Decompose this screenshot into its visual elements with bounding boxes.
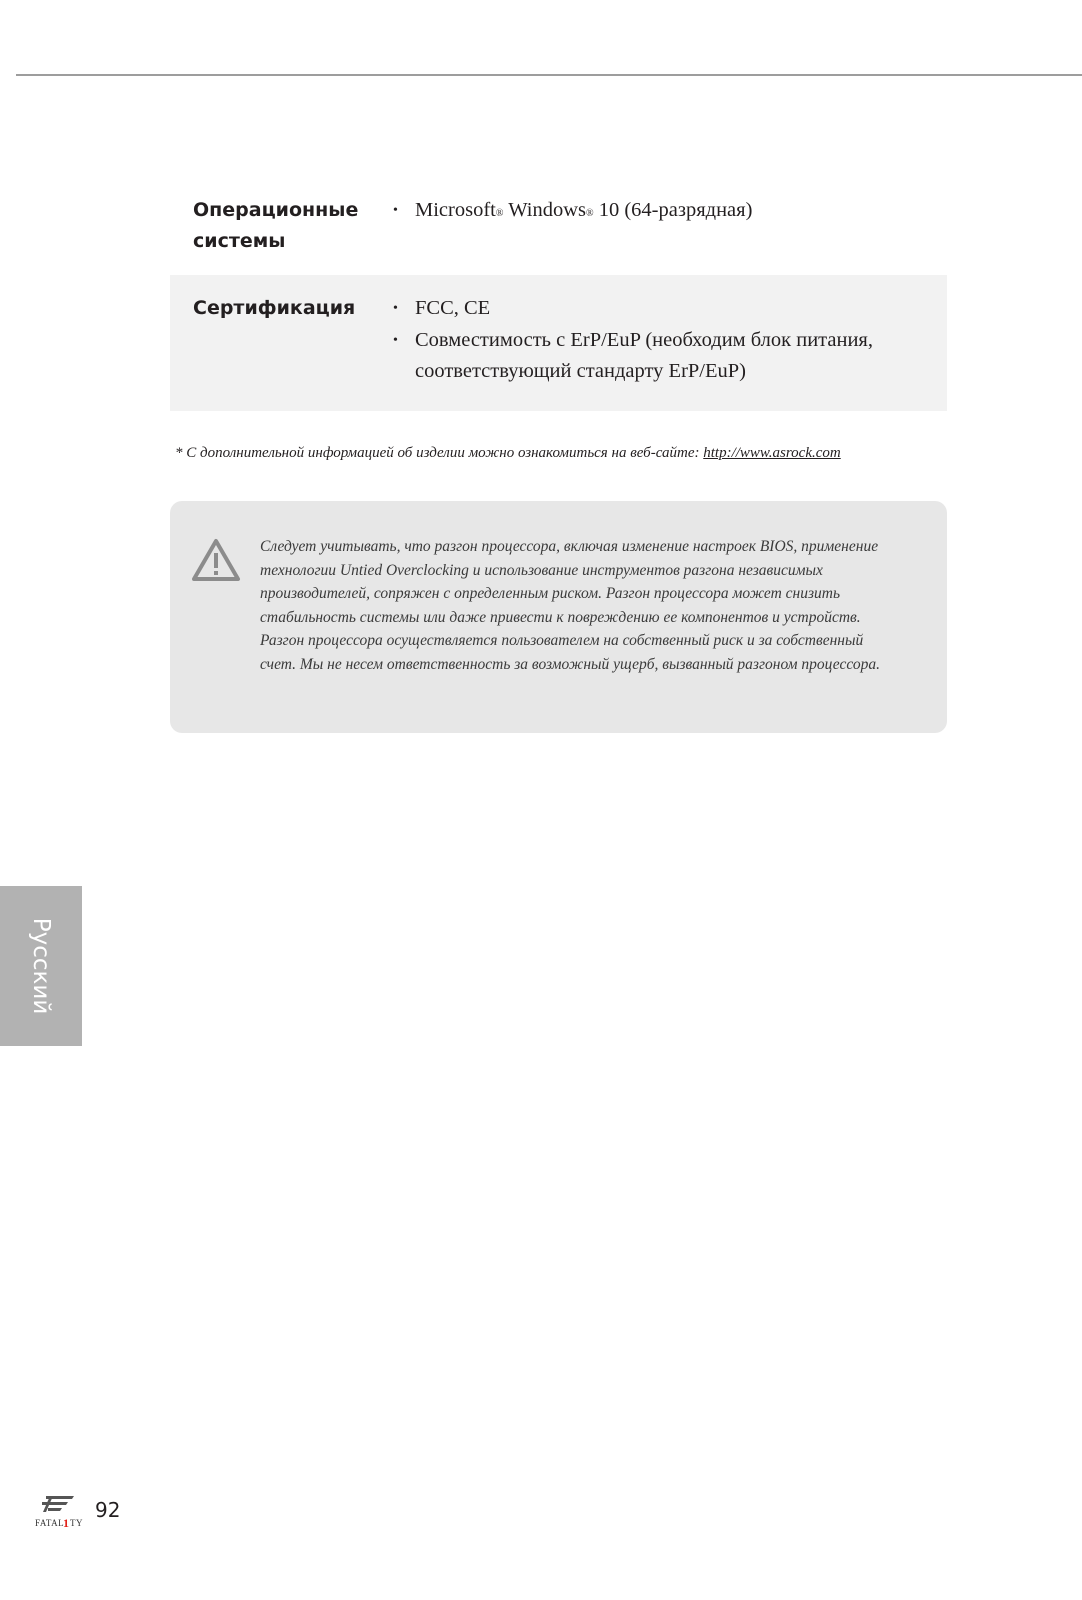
warning-text: Следует учитывать, что разгон процессора, включая изменение настроек BIOS, применение технологии Untied Overclocking и использование инструментов разгона независимых производителей, сопряжен с определенным риском. Разгон процессора может снизить стабильность системы или даже привести к повреждению ее компонентов и устройств. Разгон процессора осуществляется пользователем на собственный риск и за собственный счет. Мы не несем ответственность за возможный ущерб, вызванный разгоном процессора.: [260, 538, 880, 673]
spec-table: [170, 183, 947, 411]
svg-text:TY: TY: [70, 1518, 83, 1528]
spec-row-certification: [170, 275, 947, 411]
page-number: 92: [95, 1498, 121, 1522]
language-tab-label: Русский: [28, 917, 54, 1015]
spec-label-certification: Сертификация: [193, 297, 356, 319]
spec-label-os: Операционные системы: [193, 199, 359, 252]
spec-item: • FCC, CE: [393, 293, 927, 325]
fatal1ty-logo: [34, 1494, 90, 1530]
top-rule: [16, 74, 1082, 76]
spec-item: [393, 195, 927, 227]
spec-values-os: [393, 195, 927, 275]
registered-mark: ®: [495, 208, 504, 219]
spec-values-certification: [393, 293, 927, 411]
footnote-text: * С дополнительной информацией об изделии можно ознакомиться на веб-сайте:: [175, 445, 704, 461]
os-vendor: Microsoft: [415, 199, 496, 221]
spec-row-os: [170, 183, 947, 275]
language-tab: [0, 886, 82, 1046]
svg-text:1: 1: [63, 1516, 69, 1530]
svg-text:FATAL: FATAL: [35, 1518, 65, 1528]
registered-mark: ®: [586, 208, 594, 219]
warning-box: [170, 501, 947, 733]
os-version: 10 (64-разрядная): [598, 199, 753, 221]
spec-item: • Совместимость с ErP/EuP (необходим блок питания, соответствующий стандарту ErP/EuP): [393, 325, 927, 388]
os-product: Windows: [508, 199, 586, 221]
footnote: [175, 443, 955, 463]
asrock-website-link[interactable]: http://www.asrock.com: [703, 445, 841, 461]
warning-triangle-icon: [190, 537, 242, 583]
